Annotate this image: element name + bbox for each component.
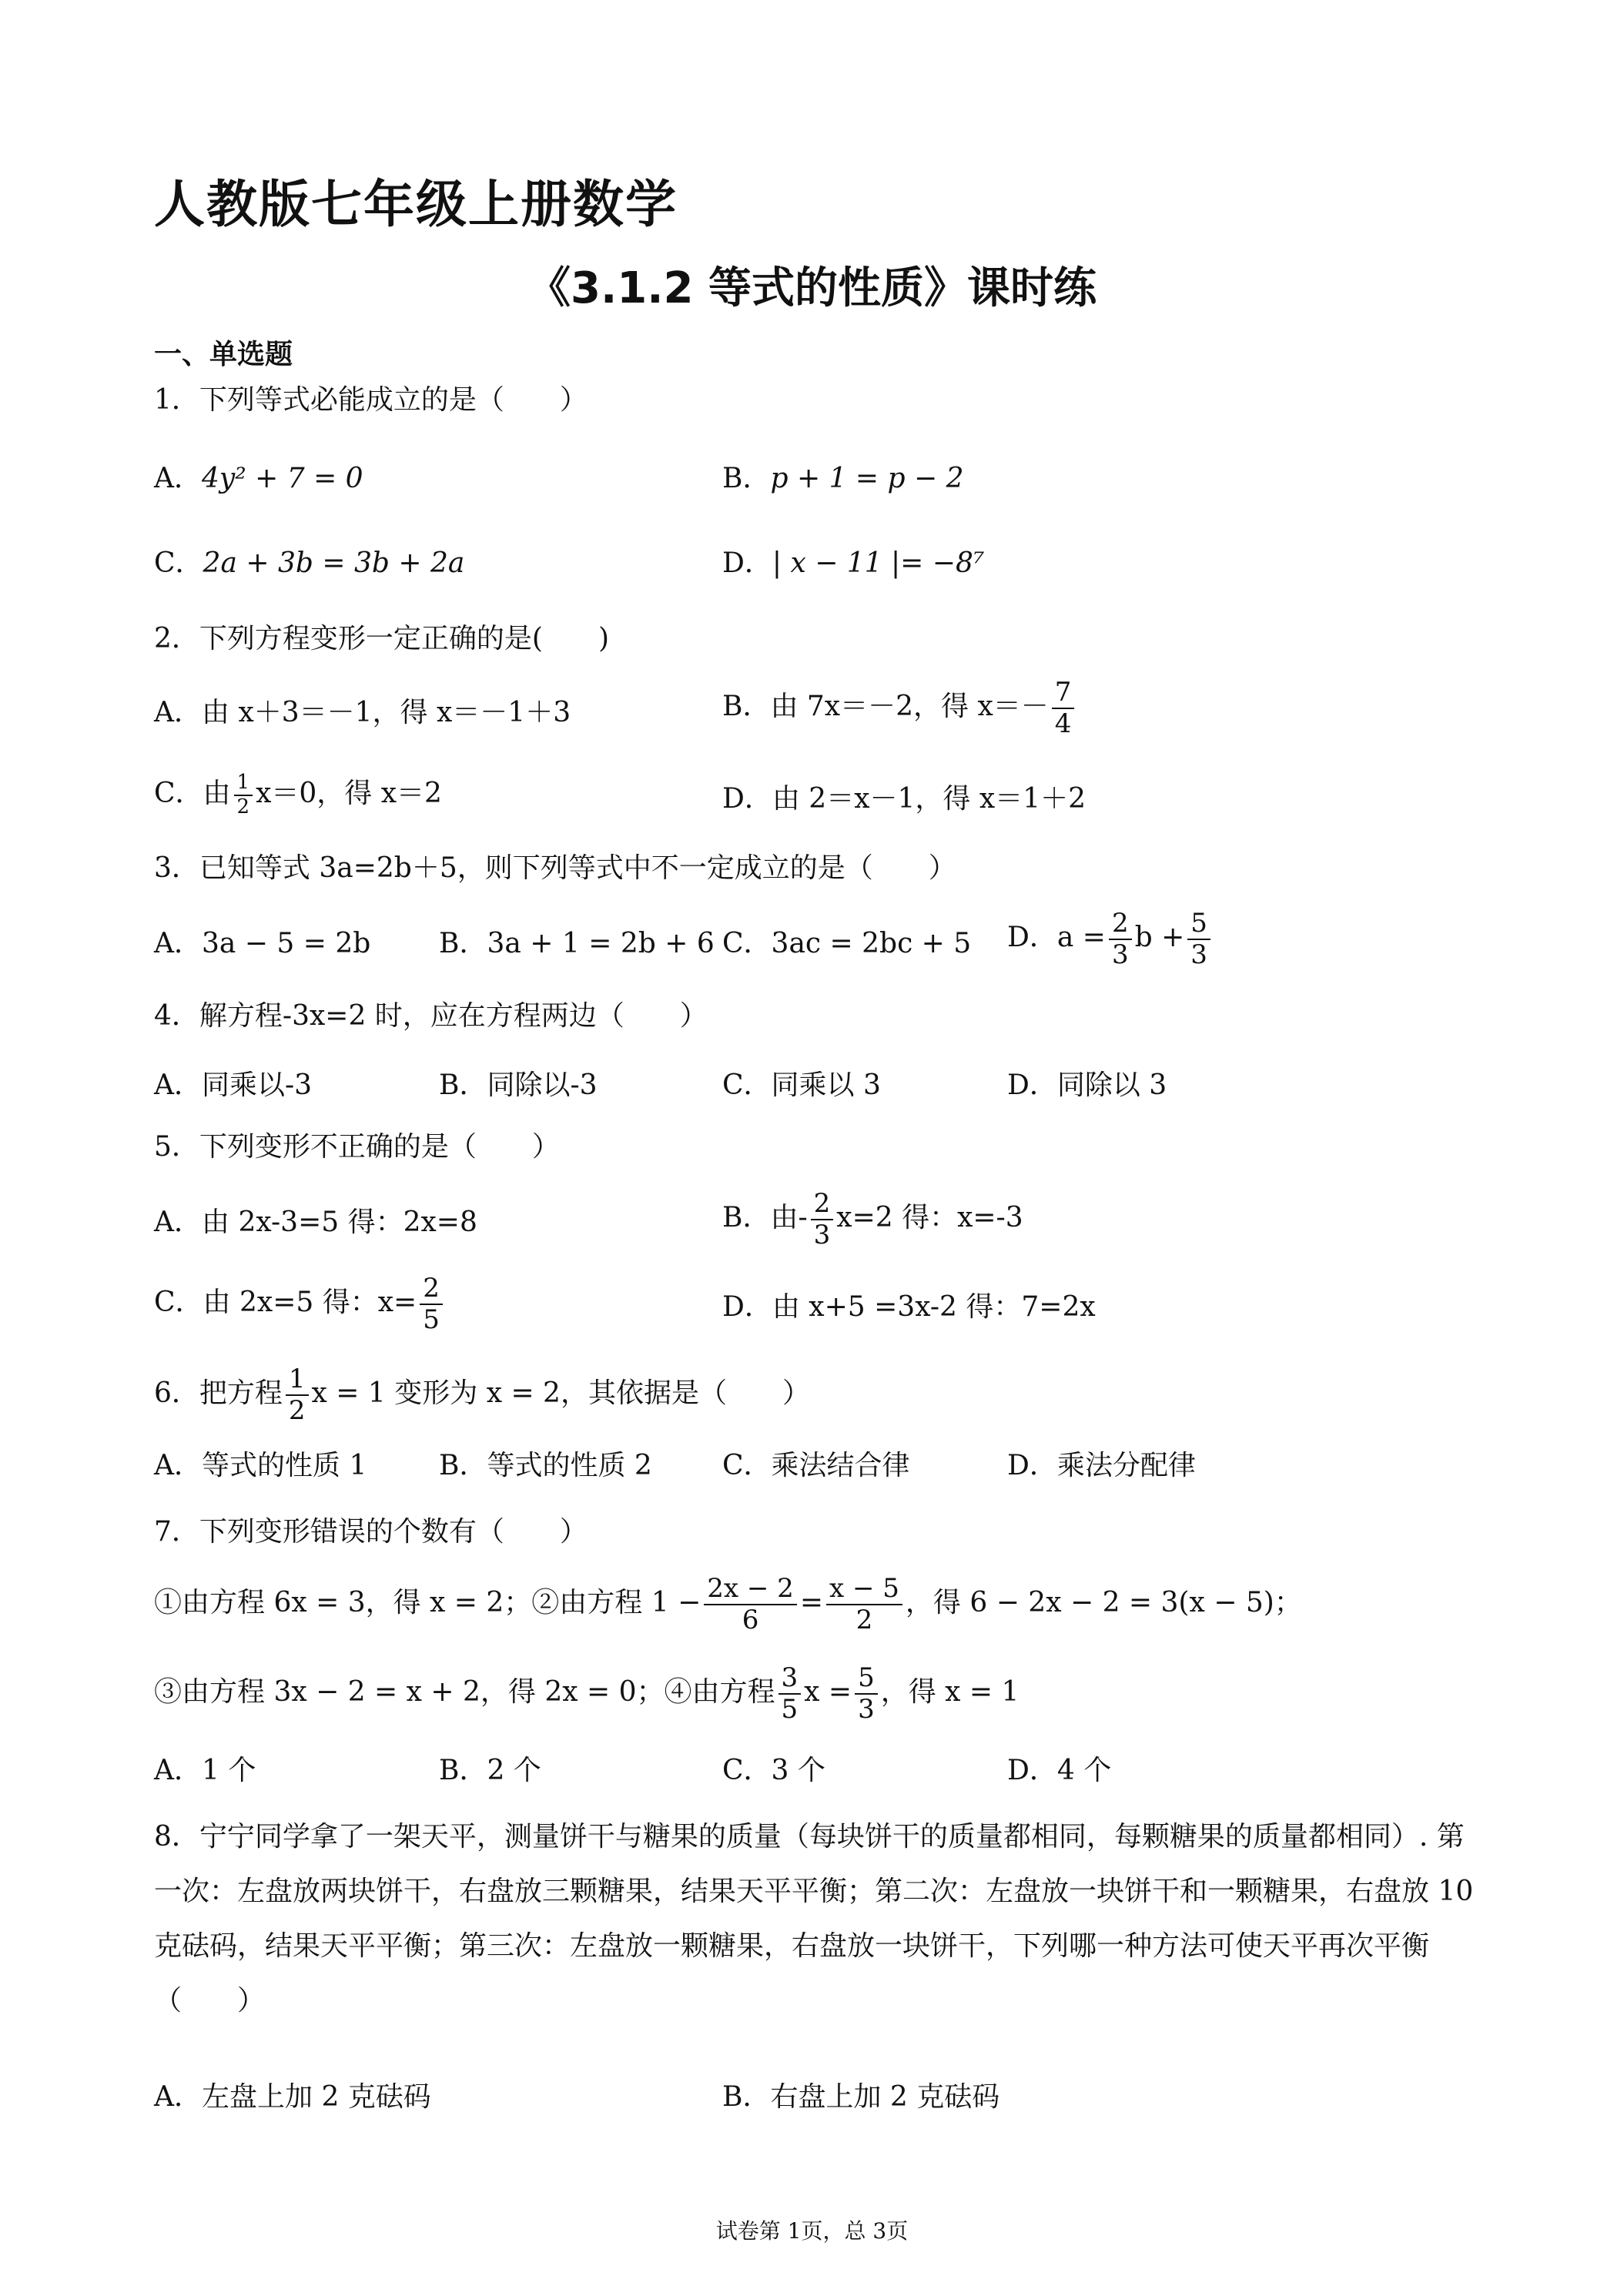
q7-option-a: A．1 个 xyxy=(154,1755,256,1786)
q5-option-a: A．由 2x-3=5 得：2x=8 xyxy=(154,1207,477,1238)
q5-option-d: D．由 x+5 =3x-2 得：7=2x xyxy=(722,1291,1096,1323)
q6-option-a: A．等式的性质 1 xyxy=(154,1450,367,1481)
question-4-stem: 4．解方程-3x=2 时，应在方程两边（ ） xyxy=(154,1000,708,1032)
q1-option-d: D．| x − 11 |= −8⁷ xyxy=(722,547,985,579)
question-5-stem: 5．下列变形不正确的是（ ） xyxy=(154,1131,560,1163)
q3-option-a: A．3a − 5 = 2b xyxy=(154,928,371,959)
q7-statement-line-1: ①由方程 6x = 3，得 x = 2；②由方程 1 − $\frac{2x - 2}{6}$ = $\frac{x - 5}{2}$ ，得 6 − 2x − 2 = 3(x − 5)； xyxy=(154,1573,1302,1636)
q7-statement-line-2: ③由方程 3x − 2 = x + 2，得 2x = 0；④由方程 $\frac{3}{5}$ x = $\frac{5}{3}$ ，得 x = 1 xyxy=(154,1662,1020,1725)
page-subtitle: 《3.1.2 等式的性质》课时练 xyxy=(527,263,1097,313)
q3-option-d: D．a = $\frac{2}{3}$ b + $\frac{5}{3}$ xyxy=(1007,909,1214,970)
q5-option-b: B．由- $\frac{2}{3}$ x=2 得：x=-3 xyxy=(722,1188,1023,1251)
q1-option-a: A．4y² + 7 = 0 xyxy=(154,463,363,494)
section-heading: 一、单选题 xyxy=(154,339,293,370)
q5-option-c: C．由 2x=5 得：x= $\frac{2}{5}$ xyxy=(154,1274,446,1335)
question-8-stem: 8．宁宁同学拿了一架天平，测量饼干与糖果的质量（每块饼干的质量都相同，每颗糖果的质量都相同）. 第一次：左盘放两块饼干，右盘放三颗糖果，结果天平平衡；第二次：左盘放一块饼干和一颗糖果，右盘放 10 克砝码，结果天平平衡；第三次：左盘放一颗糖果，右盘放一块饼干，下列哪一种方法可使天平再次平衡（ ） xyxy=(154,1821,1474,2017)
page-footer: 试卷第 1页，总 3页 xyxy=(715,2218,909,2244)
q3-option-b: B．3a + 1 = 2b + 6 xyxy=(439,928,715,959)
q4-option-c: C．同乘以 3 xyxy=(722,1069,881,1101)
page-title: 人教版七年级上册数学 xyxy=(154,175,678,234)
q4-option-d: D．同除以 3 xyxy=(1007,1069,1167,1101)
q6-option-d: D．乘法分配律 xyxy=(1007,1450,1196,1481)
q7-option-c: C．3 个 xyxy=(722,1755,825,1786)
q8-option-a: A．左盘上加 2 克砝码 xyxy=(154,2081,431,2113)
q7-option-d: D．4 个 xyxy=(1007,1755,1112,1786)
q2-option-a: A．由 x＋3＝－1，得 x＝－1＋3 xyxy=(154,697,571,728)
q1-option-c: C．2a + 3b = 3b + 2a xyxy=(154,547,465,579)
question-3-stem: 3．已知等式 3a=2b＋5，则下列等式中不一定成立的是（ ） xyxy=(154,852,956,884)
question-6-stem: 6．把方程 $\frac{1}{2}$ x = 1 变形为 x = 2，其依据是（ ） xyxy=(154,1364,810,1427)
q4-option-a: A．同乘以-3 xyxy=(154,1069,313,1101)
question-1-stem: 1．下列等式必能成立的是（ ） xyxy=(154,384,588,416)
q1-option-b: B．p + 1 = p − 2 xyxy=(722,463,964,494)
q3-option-c: C．3ac = 2bc + 5 xyxy=(722,928,972,959)
q2-option-d: D．由 2＝x－1，得 x＝1＋2 xyxy=(722,783,1086,815)
q4-option-b: B．同除以-3 xyxy=(439,1069,598,1101)
q7-option-b: B．2 个 xyxy=(439,1755,541,1786)
q6-option-b: B．等式的性质 2 xyxy=(439,1450,652,1481)
q2-option-c: C．由 $\frac{1}{2}$ x＝0，得 x＝2 xyxy=(154,771,442,818)
q8-option-b: B．右盘上加 2 克砝码 xyxy=(722,2081,1000,2113)
question-2-stem: 2．下列方程变形一定正确的是( ) xyxy=(154,623,609,654)
q2-option-b: B．由 7x＝－2，得 x＝－ $\frac{7}{4}$ xyxy=(722,678,1077,739)
question-7-stem: 7．下列变形错误的个数有（ ） xyxy=(154,1516,588,1548)
q6-option-c: C．乘法结合律 xyxy=(722,1450,910,1481)
